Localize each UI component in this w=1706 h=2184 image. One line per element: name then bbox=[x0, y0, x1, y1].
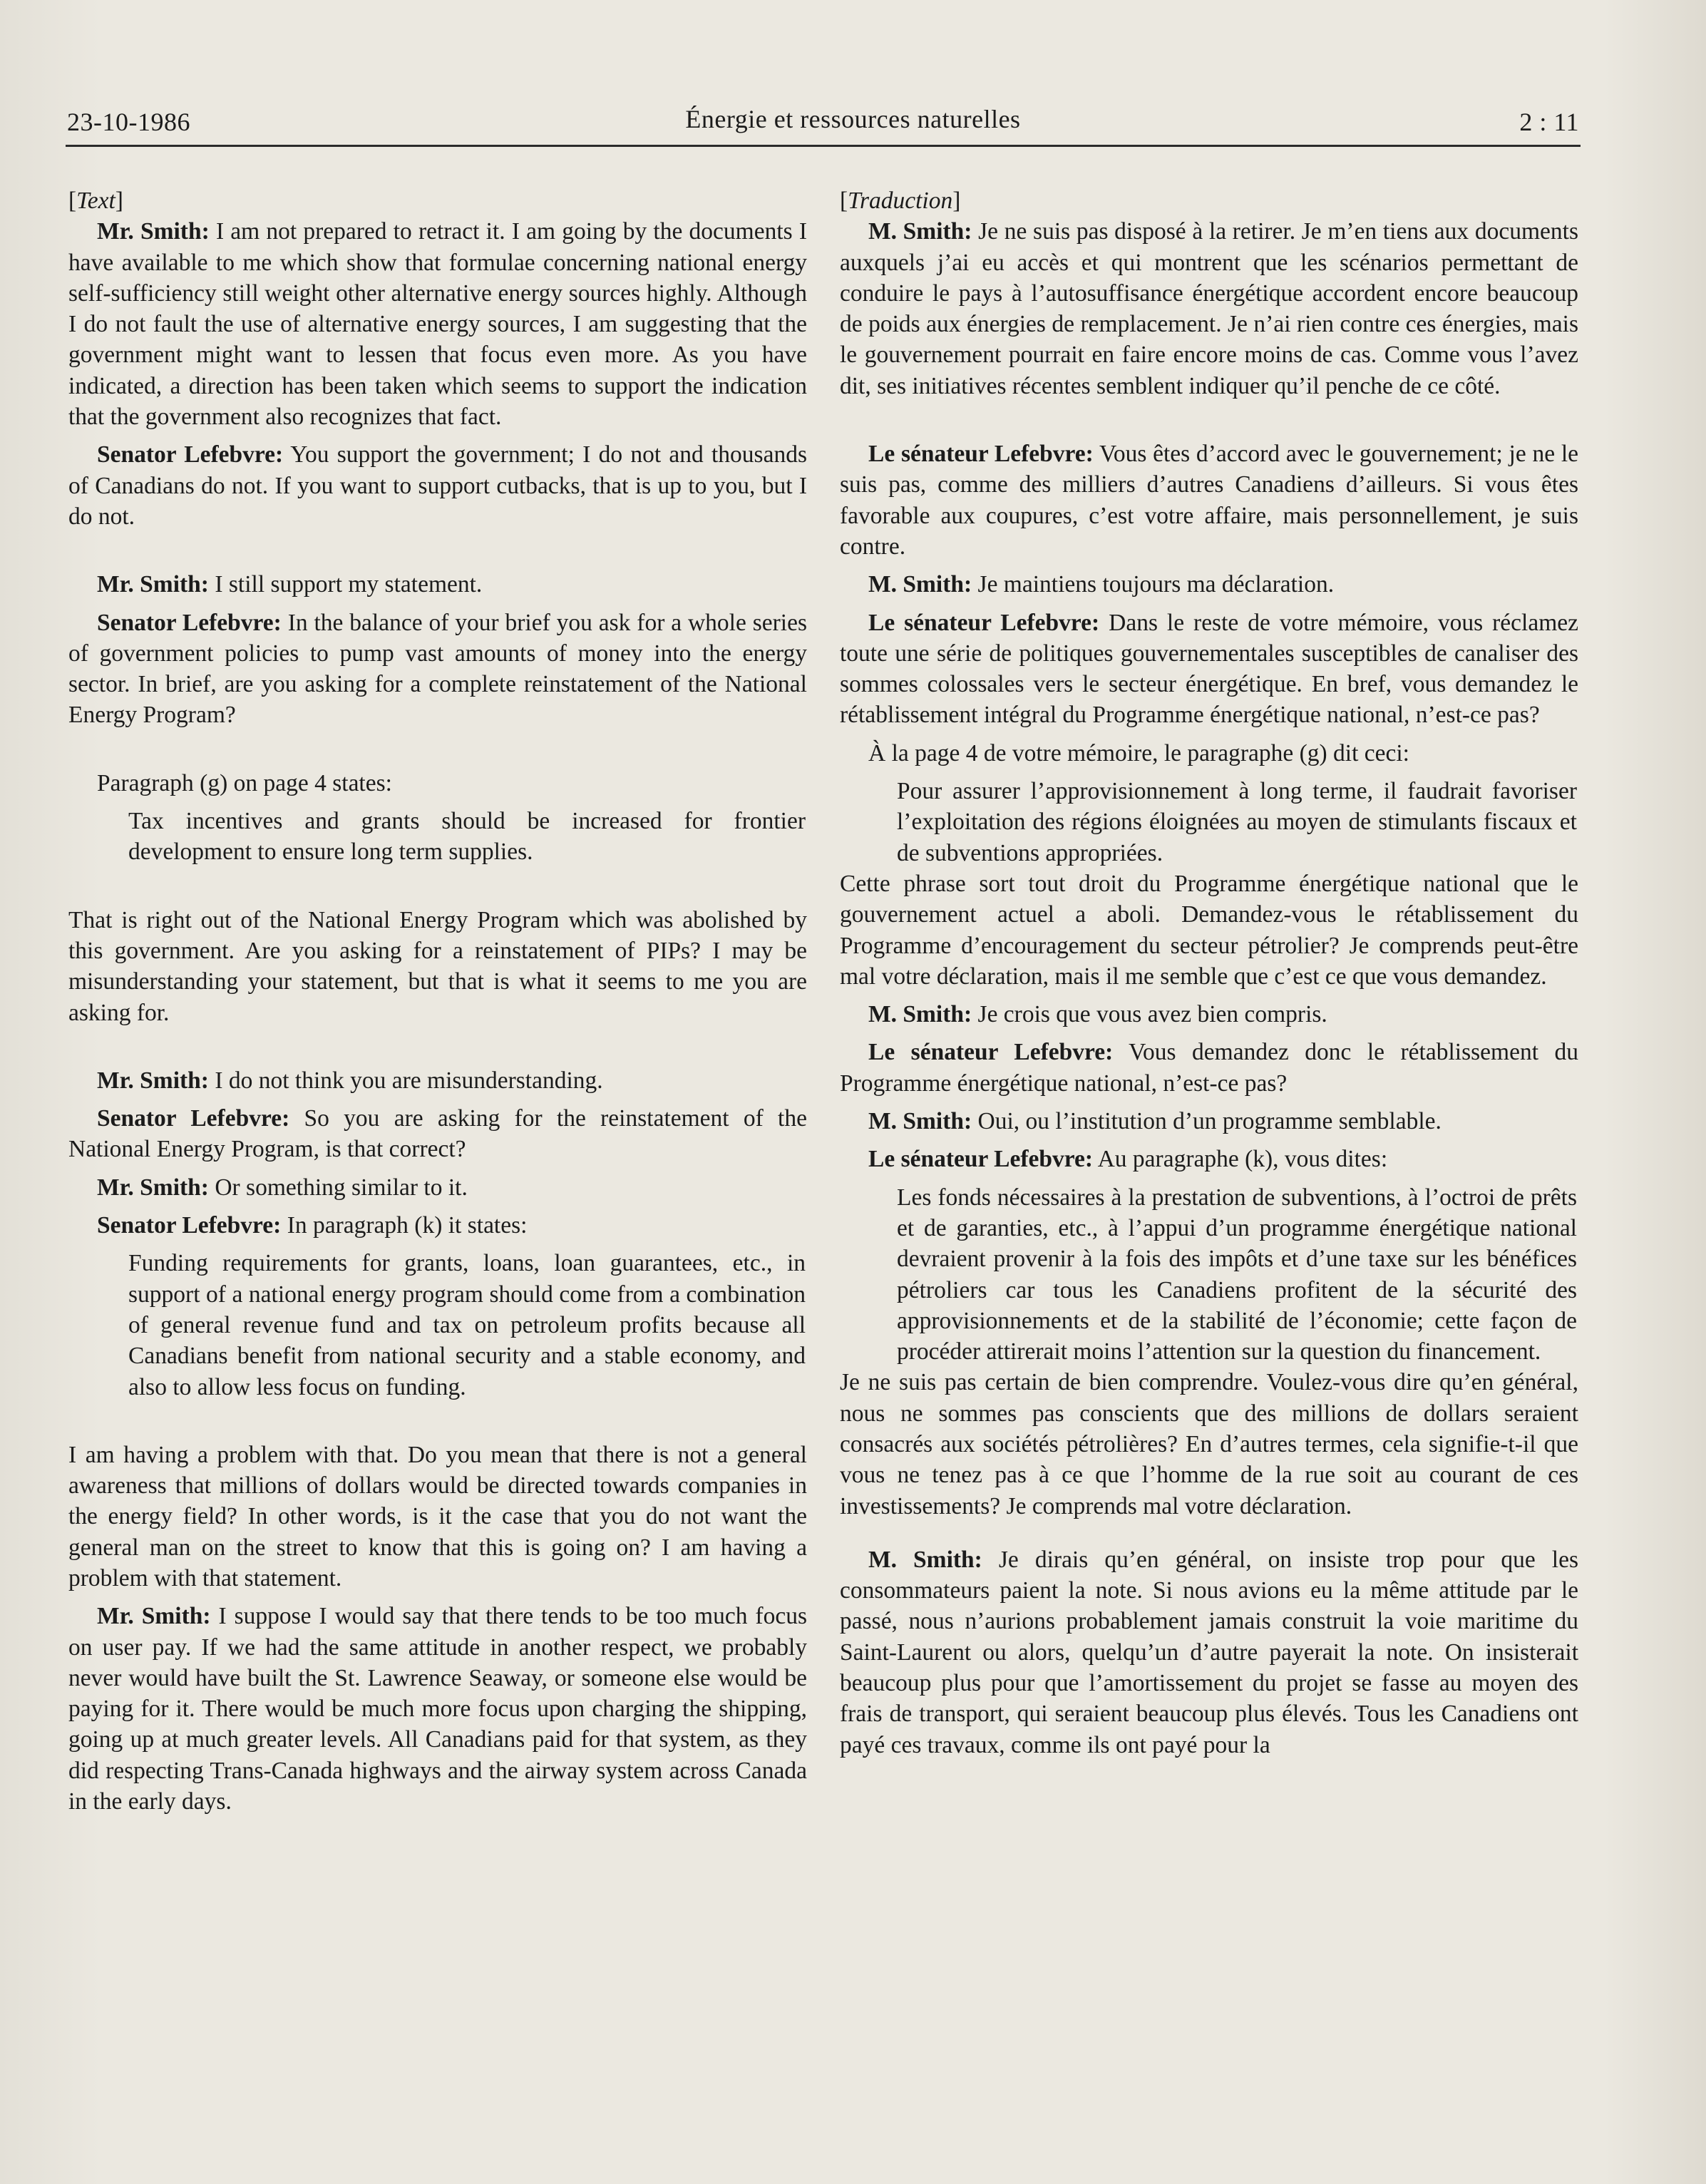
speech-text: Oui, ou l’institution d’un programme semblable. bbox=[972, 1108, 1442, 1135]
speech-paragraph bbox=[840, 999, 1578, 1030]
speech-paragraph bbox=[68, 607, 807, 731]
speech-text: Vous êtes d’accord avec le gouvernement; je ne le suis pas, comme des milliers d’autres Canadiens d’ailleurs. Si vous êtes favorable aux coupures, c’est votre affaire, mais personnellement, je suis contre. bbox=[840, 441, 1578, 560]
speaker: M. Smith: bbox=[868, 571, 972, 598]
speech-paragraph bbox=[68, 439, 807, 532]
marker-text: Text bbox=[76, 188, 115, 214]
speech-paragraph bbox=[840, 569, 1578, 600]
speech-paragraph bbox=[840, 1037, 1578, 1099]
speech-paragraph bbox=[840, 439, 1578, 562]
section-marker: [Text] bbox=[68, 188, 123, 214]
speech-text: Vous demandez donc le rétablissement du Programme énergétique national, n’est-ce pas? bbox=[840, 1039, 1578, 1097]
speech-paragraph bbox=[840, 1106, 1578, 1137]
speech-paragraph bbox=[68, 1172, 807, 1203]
speaker: Senator Lefebvre: bbox=[97, 1212, 282, 1239]
speech-paragraph bbox=[840, 607, 1578, 731]
speaker: Mr. Smith: bbox=[97, 1174, 209, 1201]
body-paragraph: Cette phrase sort tout droit du Programme énergétique national que le gouvernement actuel a aboli. Demandez-vous le rétablissement du Programme d’encouragement du secteur pétrolier? Je comprends peut-être mal votre déclaration, mais il me semble que c’est ce que vous demandez. bbox=[840, 870, 1578, 990]
section-marker: [Traduction] bbox=[840, 188, 961, 214]
speaker: Le sénateur Lefebvre: bbox=[868, 441, 1094, 468]
speech-paragraph bbox=[68, 1210, 807, 1241]
body-paragraph: Je ne suis pas certain de bien comprendre. Voulez-vous dire qu’en général, nous ne sommes pas conscients que des millions de dollars seraient consacrés aux sociétés pétrolières? En d’autres termes, cela signifie-t-il que vous ne tenez pas à ce que l’homme de la rue soit au courant de ces investissements? Je comprends mal votre déclaration. bbox=[840, 1369, 1578, 1519]
body-paragraph: Paragraph (g) on page 4 states: bbox=[97, 769, 392, 796]
speech-text: Or something similar to it. bbox=[208, 1174, 468, 1201]
header-page-number: 2 : 11 bbox=[1519, 108, 1579, 136]
speech-text: Dans le reste de votre mémoire, vous réclamez toute une série de politiques gouvernementales susceptibles de canaliser des sommes colossales vers le secteur énergétique. En bref, vous demandez le rétablissement intégral du Programme énergétique national, n’est-ce pas? bbox=[840, 609, 1578, 729]
block-quote: Les fonds nécessaires à la prestation de subventions, à l’octroi de prêts et de garanties, etc., à l’appui d’un programme énergétique national devraient provenir à la fois des impôts et d’une taxe sur les bénéfices pétroliers car tous les Canadiens profitent de la sécurité des approvisionnements et de la stabilité de l’économie; cette façon de procéder attirerait moins l’attention sur la question du financement. bbox=[897, 1184, 1577, 1365]
speaker: Senator Lefebvre: bbox=[97, 441, 284, 468]
speech-paragraph bbox=[68, 1103, 807, 1165]
speaker: Senator Lefebvre: bbox=[97, 609, 282, 636]
speech-text: Je crois que vous avez bien compris. bbox=[972, 1001, 1327, 1028]
header-date: 23-10-1986 bbox=[67, 108, 190, 136]
french-column bbox=[840, 185, 1578, 1760]
speech-text: I suppose I would say that there tends to be too much focus on user pay. If we had the same attitude in another respect, we probably never would have built the St. Lawrence Seaway, or someone else would be paying for it. There would be much more focus upon charging the shipping, going up at much greater levels. All Canadians paid for that system, as they did respecting Trans-Canada highways and the airway system across Canada in the early days. bbox=[68, 1603, 807, 1815]
speaker: Mr. Smith: bbox=[97, 1067, 209, 1094]
body-paragraph: À la page 4 de votre mémoire, le paragraphe (g) dit ceci: bbox=[868, 739, 1409, 767]
speech-text: I still support my statement. bbox=[208, 571, 483, 598]
speech-text: Je ne suis pas disposé à la retirer. Je m’en tiens aux documents auxquels j’ai eu accès et qui montrent que les scénarios permettant de conduire le pays à l’autosuffisance énergétique accordent encore beaucoup de poids aux énergies de remplacement. Je n’ai rien contre ces énergies, mais le gouvernement pourrait en faire encore moins de cas. Comme vous l’avez dit, ses initiatives récentes semblent indiquer qu’il penche de ce côté. bbox=[840, 218, 1578, 399]
body-paragraph: That is right out of the National Energy Program which was abolished by this government. Are you asking for a reinstatement of PIPs? I may be misunderstanding your statement, but that is what it seems to me you are asking for. bbox=[68, 906, 807, 1026]
speech-text: I am not prepared to retract it. I am going by the documents I have available to me which show that formulae concerning national energy self-sufficiency still weight other alternative energy sources highly. Although I do not fault the use of alternative energy sources, I am suggesting that the government might want to lessen that focus even more. As you have indicated, a direction has been taken which seems to support the indication that the government also recognizes that fact. bbox=[68, 218, 808, 431]
block-quote: Pour assurer l’approvisionnement à long terme, il faudrait favoriser l’exploitation des régions éloignées au moyen de stimulants fiscaux et de subventions appropriées. bbox=[897, 778, 1577, 866]
speaker: Le sénateur Lefebvre: bbox=[868, 1146, 1094, 1173]
speech-text: Au paragraphe (k), vous dites: bbox=[1093, 1146, 1388, 1173]
speaker: Mr. Smith: bbox=[97, 218, 210, 245]
speaker: M. Smith: bbox=[868, 1001, 972, 1028]
speaker: Le sénateur Lefebvre: bbox=[868, 609, 1100, 636]
speech-text: So you are asking for the reinstatement of the National Energy Program, is that correct? bbox=[68, 1105, 807, 1163]
speech-text: I do not think you are misunderstanding. bbox=[208, 1067, 603, 1094]
speech-text: Je maintiens toujours ma déclaration. bbox=[972, 571, 1335, 598]
speaker: M. Smith: bbox=[868, 218, 972, 245]
speech-paragraph bbox=[840, 216, 1578, 401]
speaker: Le sénateur Lefebvre: bbox=[868, 1039, 1114, 1066]
speech-paragraph bbox=[68, 1601, 807, 1817]
block-quote: Tax incentives and grants should be increased for frontier development to ensure long term supplies. bbox=[128, 808, 806, 866]
block-quote: Funding requirements for grants, loans, loan guarantees, etc., in support of a national energy program should come from a combination of general revenue fund and tax on petroleum profits because all Canadians benefit from national security and a stable economy, and also to allow less focus on funding. bbox=[128, 1250, 806, 1400]
speech-paragraph bbox=[68, 1065, 807, 1096]
speech-paragraph bbox=[68, 569, 807, 600]
marker-traduction: Traduction bbox=[848, 188, 953, 214]
body-paragraph: I am having a problem with that. Do you mean that there is not a general awareness that millions of dollars would be directed towards companies in the energy field? In other words, is it the case that you do not want the general man on the street to know that this is going on? I am having a problem with that statement. bbox=[68, 1441, 807, 1591]
speaker: Mr. Smith: bbox=[97, 571, 209, 598]
header-title: Énergie et ressources naturelles bbox=[685, 105, 1021, 133]
speaker: M. Smith: bbox=[868, 1546, 982, 1573]
header-rule bbox=[66, 145, 1581, 147]
speech-text: You support the government; I do not and thousands of Canadians do not. If you want to support cutbacks, that is up to you, but I do not. bbox=[68, 441, 807, 530]
speech-text: In paragraph (k) it states: bbox=[281, 1212, 528, 1239]
speech-text: In the balance of your brief you ask for a whole series of government policies to pump vast amounts of money into the energy sector. In brief, are you asking for a complete reinstatement of the National Energy Program? bbox=[68, 609, 807, 729]
speaker: Mr. Smith: bbox=[97, 1603, 211, 1630]
speech-paragraph bbox=[840, 1544, 1578, 1760]
speech-text: Je dirais qu’en général, on insiste trop pour que les consommateurs paient la note. Si nous avions eu la même attitude par le passé, nous n’aurions probablement jamais construit la voie maritime du Saint-Laurent ou alors, quelqu’un d’autre payerait la note. On insisterait beaucoup plus pour que l’amortissement du projet se fasse au moyen des frais de transport, qui seraient beaucoup plus élevés. Tous les Canadiens ont payé ces travaux, comme ils ont payé pour la bbox=[840, 1546, 1579, 1758]
english-column bbox=[68, 185, 807, 1817]
speech-paragraph bbox=[68, 216, 807, 432]
speaker: M. Smith: bbox=[868, 1108, 972, 1135]
speech-paragraph bbox=[840, 1144, 1578, 1174]
speaker: Senator Lefebvre: bbox=[97, 1105, 290, 1132]
